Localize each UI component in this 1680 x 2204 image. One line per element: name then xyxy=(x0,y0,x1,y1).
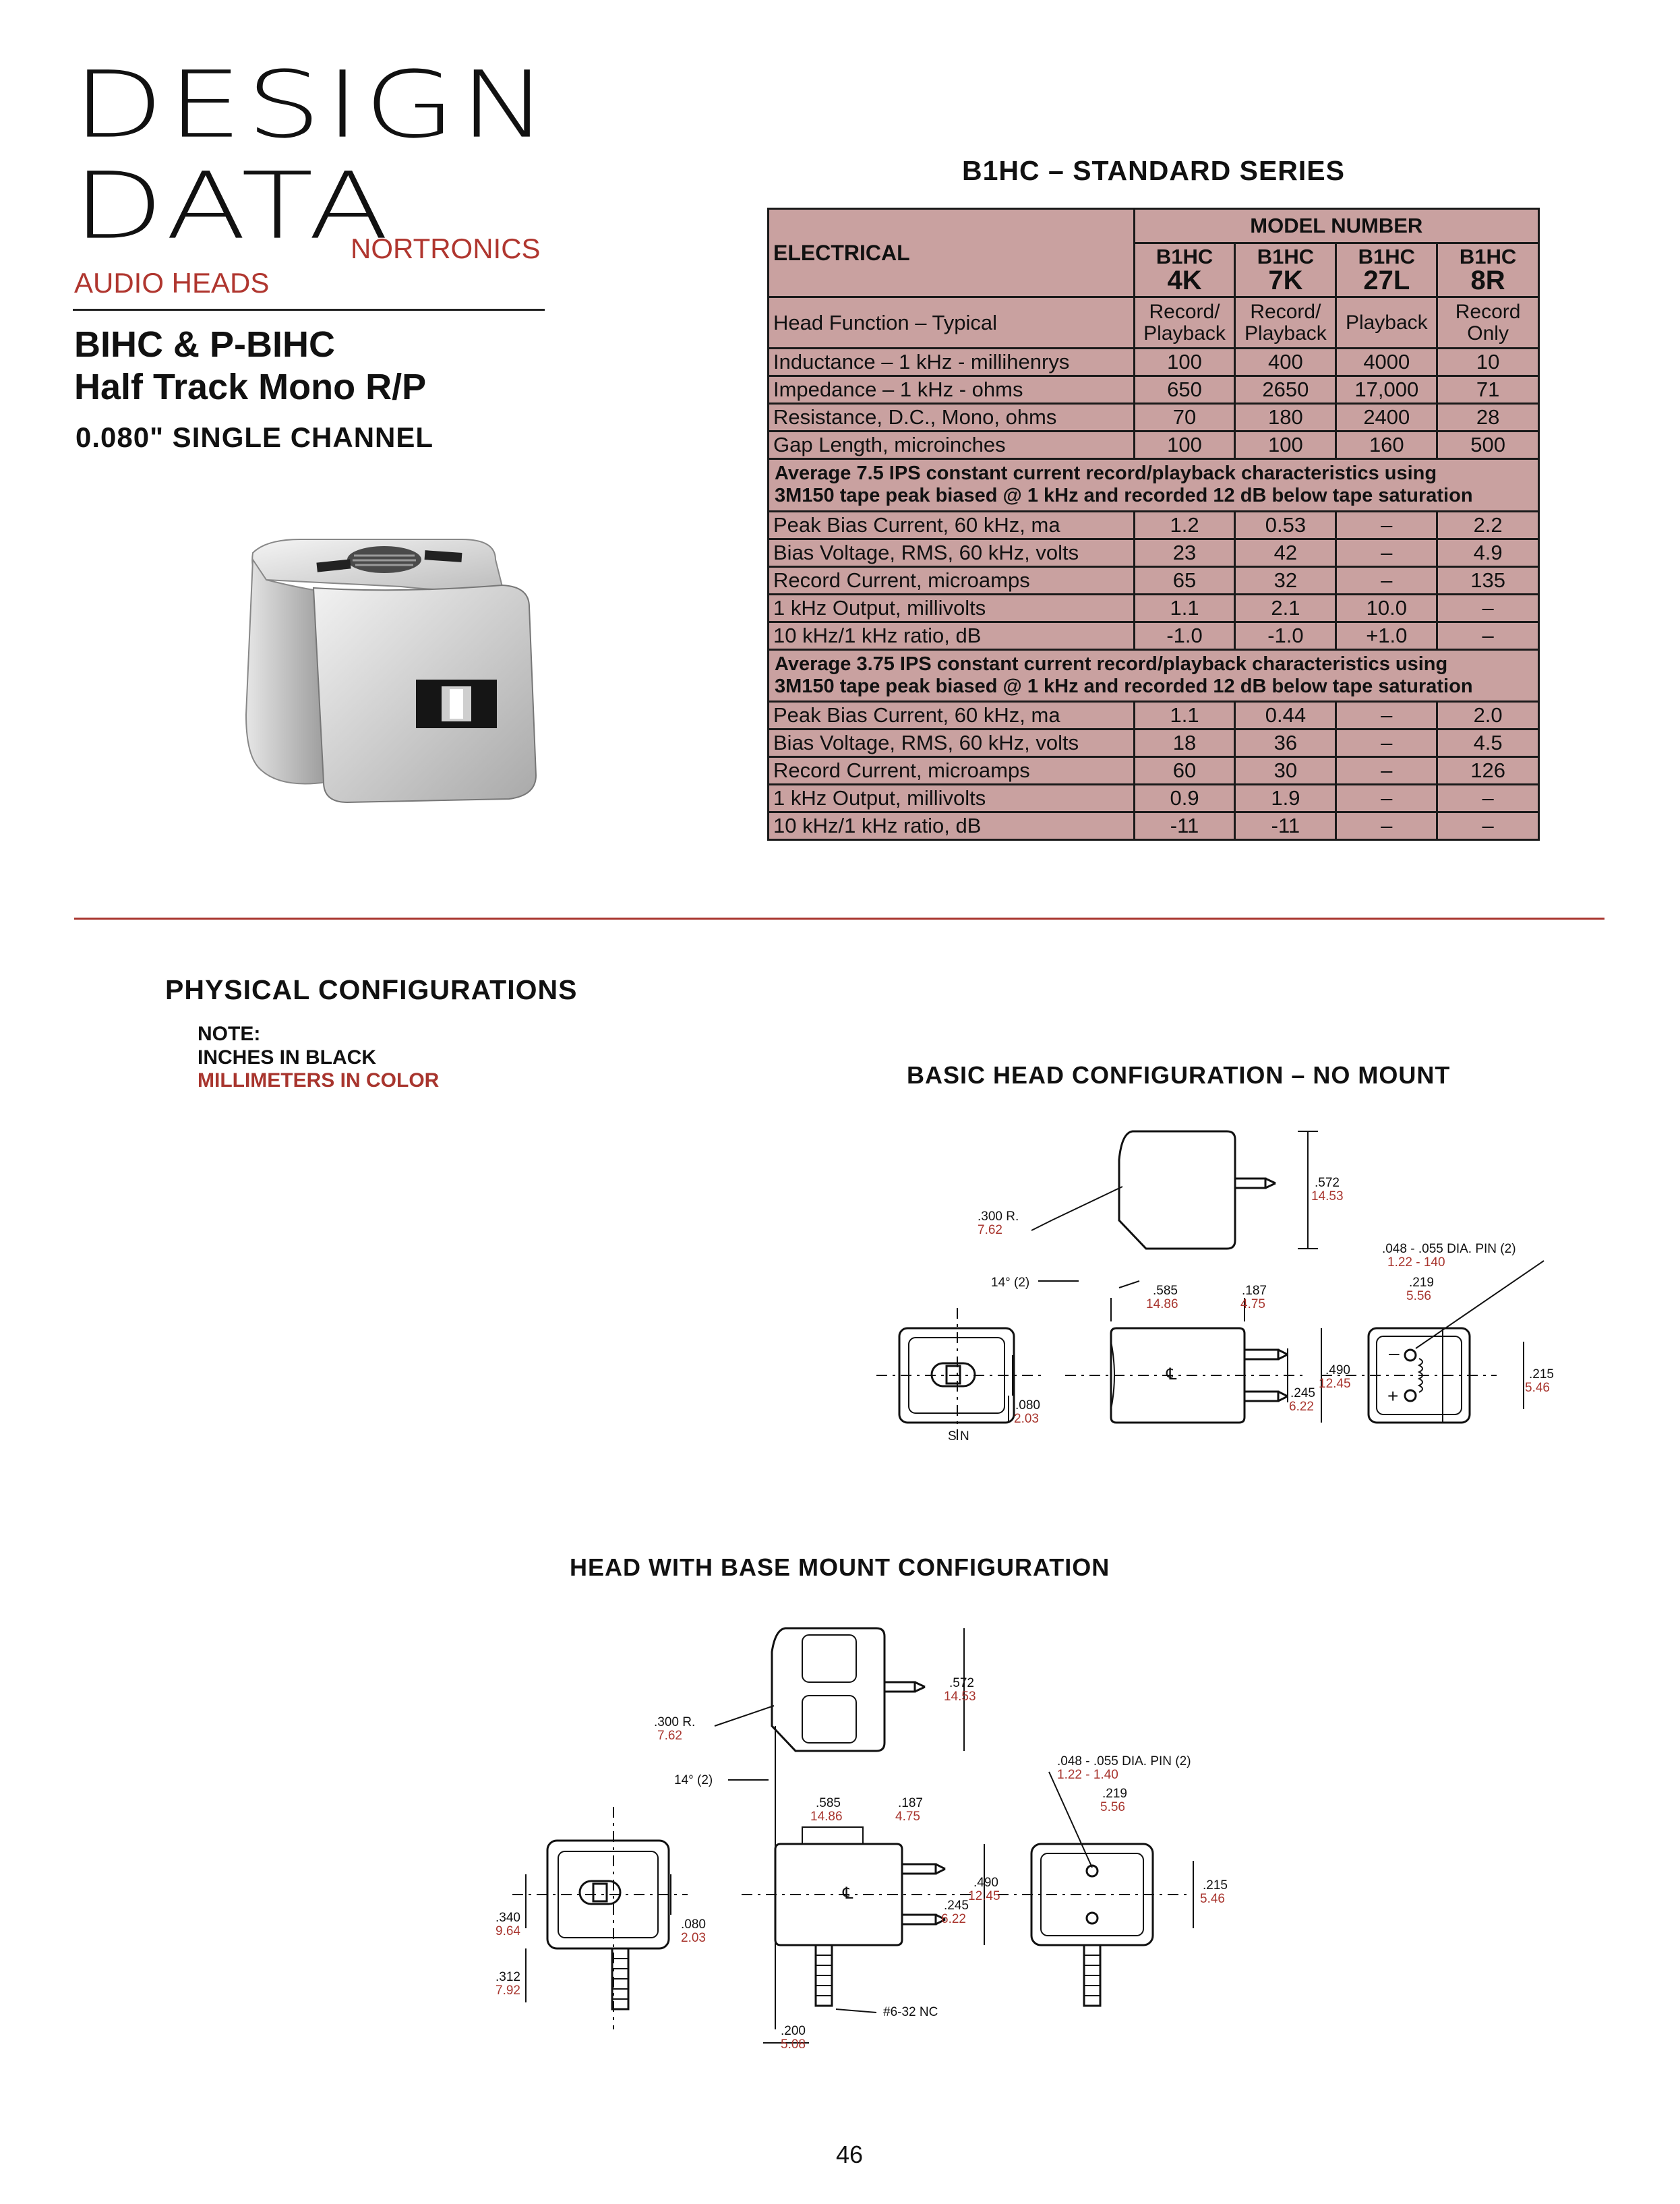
head-photo xyxy=(239,512,576,829)
table-cell: – xyxy=(1336,566,1437,594)
centerline-symbol: ℄ xyxy=(1166,1365,1177,1383)
base-dim-stud-length: .312 xyxy=(496,1970,520,1984)
table-cell: +1.0 xyxy=(1336,622,1437,649)
table-cell: 0.44 xyxy=(1235,702,1336,729)
table-row xyxy=(769,622,1539,649)
basic-config-title: BASIC HEAD CONFIGURATION – NO MOUNT xyxy=(907,1061,1451,1089)
base-dim-pin-spacing-mm: 6.22 xyxy=(941,1912,966,1926)
category-label: AUDIO HEADS xyxy=(74,267,270,299)
basic-head-drawing xyxy=(849,1106,1611,1483)
table-row xyxy=(769,376,1539,404)
table-cell: 400 xyxy=(1235,349,1336,376)
base-dim-stud-length-mm: 7.92 xyxy=(496,1984,520,1998)
table-cell: – xyxy=(1336,702,1437,729)
table-cell: 4000 xyxy=(1336,349,1437,376)
base-dim-base-height-mm: 9.64 xyxy=(496,1924,520,1938)
physical-note: NOTE: INCHES IN BLACK MILLIMETERS IN COLOR xyxy=(198,1023,440,1092)
table-cell: 100 xyxy=(1235,431,1336,459)
table-cell: – xyxy=(1437,812,1539,840)
dim-body-height-mm: 12.45 xyxy=(1319,1377,1351,1391)
logo-data: DATA xyxy=(73,153,393,260)
table-row xyxy=(769,566,1539,594)
table-cell: Record/ Playback xyxy=(1134,297,1235,349)
table-title: B1HC – STANDARD SERIES xyxy=(962,155,1345,186)
dim-height-mm: 14.53 xyxy=(1311,1189,1344,1203)
dim-radius: .300 R. xyxy=(978,1210,1019,1224)
base-dim-pin-length: .187 xyxy=(898,1796,923,1810)
dim-pin-side: .215 xyxy=(1529,1367,1554,1381)
row-label: 1 kHz Output, millivolts xyxy=(769,594,1135,622)
base-dim-pin-side-mm: 5.46 xyxy=(1200,1892,1225,1906)
table-cell: 180 xyxy=(1235,404,1336,431)
row-label: Peak Bias Current, 60 kHz, ma xyxy=(769,702,1135,729)
base-dim-pin-offset-mm: 5.56 xyxy=(1100,1800,1125,1814)
dim-pin-dia-mm: 1.22 - 140 xyxy=(1387,1255,1445,1270)
row-label: Bias Voltage, RMS, 60 kHz, volts xyxy=(769,729,1135,757)
dim-pin-spacing: .245 xyxy=(1290,1386,1315,1400)
table-cell: – xyxy=(1437,785,1539,812)
dim-pin-side-mm: 5.46 xyxy=(1525,1381,1550,1395)
section-divider xyxy=(74,918,1604,920)
table-row xyxy=(769,702,1539,729)
table-cell: 65 xyxy=(1134,566,1235,594)
table-cell: 2.0 xyxy=(1437,702,1539,729)
dim-radius-mm: 7.62 xyxy=(978,1223,1002,1237)
table-cell: 1.1 xyxy=(1134,594,1235,622)
table-row xyxy=(769,539,1539,566)
table-cell: 4.9 xyxy=(1437,539,1539,566)
table-cell: 1.2 xyxy=(1134,511,1235,539)
dim-depth: .585 xyxy=(1153,1284,1178,1298)
table-cell: – xyxy=(1336,785,1437,812)
note-7-5-ips: Average 7.5 IPS constant current record/playback characteristics using 3M150 tape peak biased @ 1 kHz and recorded 12 dB below tape saturation xyxy=(769,459,1539,512)
dim-body-height: .490 xyxy=(1325,1363,1350,1377)
row-label: 1 kHz Output, millivolts xyxy=(769,785,1135,812)
table-row xyxy=(769,404,1539,431)
magnet-polarity-label: S N xyxy=(948,1429,969,1443)
row-label: Peak Bias Current, 60 kHz, ma xyxy=(769,511,1135,539)
table-cell: 160 xyxy=(1336,431,1437,459)
base-dim-pin-dia: .048 - .055 DIA. PIN (2) xyxy=(1057,1754,1191,1768)
model-4k: B1HC 4K xyxy=(1134,243,1235,297)
base-dim-angle: 14° (2) xyxy=(674,1773,713,1787)
row-label: Impedance – 1 kHz - ohms xyxy=(769,376,1135,404)
table-cell: 10 xyxy=(1437,349,1539,376)
base-dim-body-height: .490 xyxy=(973,1876,998,1890)
table-row xyxy=(769,757,1539,785)
table-cell: 32 xyxy=(1235,566,1336,594)
table-cell: – xyxy=(1437,594,1539,622)
base-dim-depth-mm: 14.86 xyxy=(810,1810,843,1824)
dim-pin-offset-mm: 5.56 xyxy=(1406,1289,1431,1303)
table-row xyxy=(769,594,1539,622)
row-label: 10 kHz/1 kHz ratio, dB xyxy=(769,812,1135,840)
base-thread-label: #6-32 NC xyxy=(883,2005,938,2019)
base-mount-drawing xyxy=(485,1611,1281,2070)
plus-terminal: + xyxy=(1387,1386,1399,1406)
dim-gap-offset: .080 xyxy=(1015,1398,1040,1412)
base-dim-base-height: .340 xyxy=(496,1911,520,1925)
dim-pin-length-mm: 4.75 xyxy=(1240,1297,1265,1311)
table-cell: 30 xyxy=(1235,757,1336,785)
table-cell: -1.0 xyxy=(1235,622,1336,649)
minus-terminal: – xyxy=(1389,1342,1400,1363)
row-label: Bias Voltage, RMS, 60 kHz, volts xyxy=(769,539,1135,566)
table-cell: 2.2 xyxy=(1437,511,1539,539)
dim-pin-spacing-mm: 6.22 xyxy=(1289,1400,1314,1414)
table-cell: 1.9 xyxy=(1235,785,1336,812)
base-dim-depth: .585 xyxy=(816,1796,841,1810)
base-dim-pin-spacing: .245 xyxy=(944,1899,969,1913)
table-cell: -1.0 xyxy=(1134,622,1235,649)
table-row xyxy=(769,729,1539,757)
table-cell: 2400 xyxy=(1336,404,1437,431)
dim-pin-offset: .219 xyxy=(1409,1276,1434,1290)
table-cell: 500 xyxy=(1437,431,1539,459)
model-8r: B1HC 8R xyxy=(1437,243,1539,297)
row-label: Inductance – 1 kHz - millihenrys xyxy=(769,349,1135,376)
table-cell: – xyxy=(1336,729,1437,757)
base-dim-radius: .300 R. xyxy=(654,1715,696,1729)
table-cell: 650 xyxy=(1134,376,1235,404)
base-dim-body-height-mm: 12.45 xyxy=(968,1889,1000,1903)
row-label: Record Current, microamps xyxy=(769,566,1135,594)
table-cell: -11 xyxy=(1134,812,1235,840)
table-cell: – xyxy=(1336,812,1437,840)
logo-design: DESIGN xyxy=(73,52,552,159)
table-cell: Record Only xyxy=(1437,297,1539,349)
table-cell: 126 xyxy=(1437,757,1539,785)
table-cell: – xyxy=(1336,511,1437,539)
dim-gap-offset-mm: 2.03 xyxy=(1014,1412,1039,1426)
table-cell: Record/ Playback xyxy=(1235,297,1336,349)
dim-pin-length: .187 xyxy=(1242,1284,1267,1298)
product-title: BIHC & P-BIHC xyxy=(74,324,335,365)
base-dim-pin-dia-mm: 1.22 - 1.40 xyxy=(1057,1768,1118,1782)
table-cell: – xyxy=(1437,622,1539,649)
model-27l: B1HC 27L xyxy=(1336,243,1437,297)
table-cell: 17,000 xyxy=(1336,376,1437,404)
table-cell: 42 xyxy=(1235,539,1336,566)
page-number: 46 xyxy=(835,2141,864,2168)
table-cell: 23 xyxy=(1134,539,1235,566)
model-7k: B1HC 7K xyxy=(1235,243,1336,297)
table-cell: 100 xyxy=(1134,349,1235,376)
table-cell: 18 xyxy=(1134,729,1235,757)
base-dim-radius-mm: 7.62 xyxy=(657,1729,682,1743)
electrical-header: ELECTRICAL xyxy=(769,209,1135,297)
base-dim-pin-offset: .219 xyxy=(1102,1787,1127,1801)
base-dim-gap-offset: .080 xyxy=(681,1917,706,1932)
physical-title: PHYSICAL CONFIGURATIONS xyxy=(165,974,578,1005)
row-label: Gap Length, microinches xyxy=(769,431,1135,459)
row-label: Record Current, microamps xyxy=(769,757,1135,785)
header-rule xyxy=(73,309,545,311)
table-row xyxy=(769,785,1539,812)
dim-angle: 14° (2) xyxy=(991,1276,1030,1290)
base-dim-height: .572 xyxy=(949,1676,974,1690)
note-3-75-ips: Average 3.75 IPS constant current record/playback characteristics using 3M150 tape peak biased @ 1 kHz and recorded 12 dB below tape saturation xyxy=(769,649,1539,702)
table-cell: 28 xyxy=(1437,404,1539,431)
base-dim-gap-offset-mm: 2.03 xyxy=(681,1931,706,1945)
table-row xyxy=(769,511,1539,539)
base-dim-pin-side: .215 xyxy=(1203,1878,1228,1893)
table-cell: 4.5 xyxy=(1437,729,1539,757)
dim-height: .572 xyxy=(1315,1176,1340,1190)
table-row xyxy=(769,812,1539,840)
base-dim-pin-length-mm: 4.75 xyxy=(895,1810,920,1824)
base-config-title: HEAD WITH BASE MOUNT CONFIGURATION xyxy=(570,1553,1110,1581)
base-dim-height-mm: 14.53 xyxy=(944,1690,976,1704)
brand-name: NORTRONICS xyxy=(351,233,541,264)
table-cell: – xyxy=(1336,757,1437,785)
table-cell: – xyxy=(1336,539,1437,566)
table-cell: 135 xyxy=(1437,566,1539,594)
base-centerline-symbol: ℄ xyxy=(843,1884,853,1903)
table-row xyxy=(769,431,1539,459)
table-cell: 2650 xyxy=(1235,376,1336,404)
table-cell: 100 xyxy=(1134,431,1235,459)
table-cell: 0.53 xyxy=(1235,511,1336,539)
spec-table xyxy=(767,208,1540,841)
table-cell: 36 xyxy=(1235,729,1336,757)
dim-pin-dia: .048 - .055 DIA. PIN (2) xyxy=(1382,1242,1516,1256)
product-subtitle: 0.080" SINGLE CHANNEL xyxy=(76,421,434,453)
table-cell: 60 xyxy=(1134,757,1235,785)
base-dim-stud-offset-mm: 5.08 xyxy=(781,2037,806,2052)
table-row xyxy=(769,349,1539,376)
table-cell: -11 xyxy=(1235,812,1336,840)
table-row xyxy=(769,297,1539,349)
table-cell: 70 xyxy=(1134,404,1235,431)
table-cell: 71 xyxy=(1437,376,1539,404)
row-label: Resistance, D.C., Mono, ohms xyxy=(769,404,1135,431)
table-cell: 1.1 xyxy=(1134,702,1235,729)
row-label: 10 kHz/1 kHz ratio, dB xyxy=(769,622,1135,649)
model-number-header: MODEL NUMBER xyxy=(1134,209,1538,243)
table-cell: 0.9 xyxy=(1134,785,1235,812)
table-cell: 10.0 xyxy=(1336,594,1437,622)
product-title-line2: Half Track Mono R/P xyxy=(74,367,427,407)
dim-depth-mm: 14.86 xyxy=(1146,1297,1178,1311)
base-dim-stud-offset: .200 xyxy=(781,2024,806,2038)
table-cell: 2.1 xyxy=(1235,594,1336,622)
table-cell: Playback xyxy=(1336,297,1437,349)
row-label: Head Function – Typical xyxy=(769,297,1135,349)
